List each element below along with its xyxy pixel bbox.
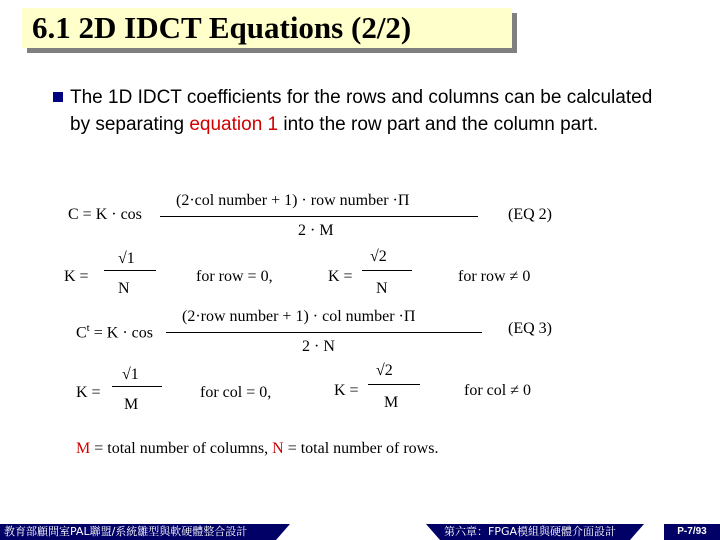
title-banner [22, 8, 512, 48]
k-col-fraction-bar-2 [368, 384, 420, 385]
k-col-denominator-2: M [384, 394, 399, 411]
footer-course-label: 教育部顧問室PAL聯盟/系統雛型與軟硬體整合設計 [0, 524, 276, 540]
k-row-label-2: K = [328, 268, 353, 285]
variable-note [76, 440, 438, 458]
eq3-denominator: 2 · N [302, 338, 335, 355]
k-col-fraction-bar-1 [112, 386, 162, 387]
eq3-lhs-base: C [76, 324, 87, 342]
footer-mid-arrow-right [630, 524, 644, 540]
k-row-denominator-1: N [118, 280, 130, 297]
k-row-fraction-bar-2 [362, 270, 412, 271]
eq3-tag: (EQ 3) [508, 320, 552, 337]
eq3-fraction-bar [166, 332, 482, 333]
eq3-lhs [76, 322, 153, 342]
eq2-lhs: C = K · cos [68, 206, 142, 223]
eq2-tag: (EQ 2) [508, 206, 552, 223]
k-col-numerator-2: √2 [376, 362, 393, 379]
k-row-denominator-2: N [376, 280, 388, 297]
k-col-condition-2: for col ≠ 0 [464, 382, 531, 399]
equation-reference: equation 1 [189, 114, 279, 135]
k-col-denominator-1: M [124, 396, 139, 413]
diamond-bullet-icon [52, 91, 64, 103]
note-m-text: = total number of columns, [90, 440, 273, 457]
footer-left-arrow [276, 524, 290, 540]
bullet-text-after: into the row part and the column part. [278, 114, 599, 135]
k-row-condition-2: for row ≠ 0 [458, 268, 531, 285]
footer-mid-arrow-left [426, 524, 440, 540]
eq3-lhs-rest: = K · cos [89, 324, 153, 342]
k-col-label-1: K = [76, 384, 101, 401]
bullet-text-before: The 1D IDCT coefficients for the rows and columns can be calculated by separating [70, 87, 653, 135]
note-n-letter: N [272, 440, 284, 457]
bullet-paragraph [70, 84, 670, 138]
eq2-denominator: 2 · M [298, 222, 334, 239]
k-col-condition-1: for col = 0, [200, 384, 272, 401]
note-m-letter: M [76, 440, 91, 457]
note-n-text: = total number of rows. [283, 440, 439, 457]
footer-chapter-label: 第六章：FPGA模組與硬體介面設計 [440, 524, 630, 540]
k-col-label-2: K = [334, 382, 359, 399]
eq2-numerator: (2·col number + 1) · row number ·Π [176, 192, 410, 209]
slide-title: 6.1 2D IDCT Equations (2/2) [32, 10, 412, 45]
k-col-numerator-1: √1 [122, 366, 139, 383]
k-row-numerator-2: √2 [370, 248, 387, 265]
k-row-numerator-1: √1 [118, 250, 135, 267]
k-row-fraction-bar-1 [104, 270, 156, 271]
eq2-fraction-bar [160, 216, 478, 217]
page-number: P-7/93 [664, 524, 720, 540]
k-row-condition-1: for row = 0, [196, 268, 273, 285]
eq3-lhs-superscript: t [86, 322, 90, 334]
eq3-numerator: (2·row number + 1) · col number ·Π [182, 308, 416, 325]
k-row-label-1: K = [64, 268, 89, 285]
